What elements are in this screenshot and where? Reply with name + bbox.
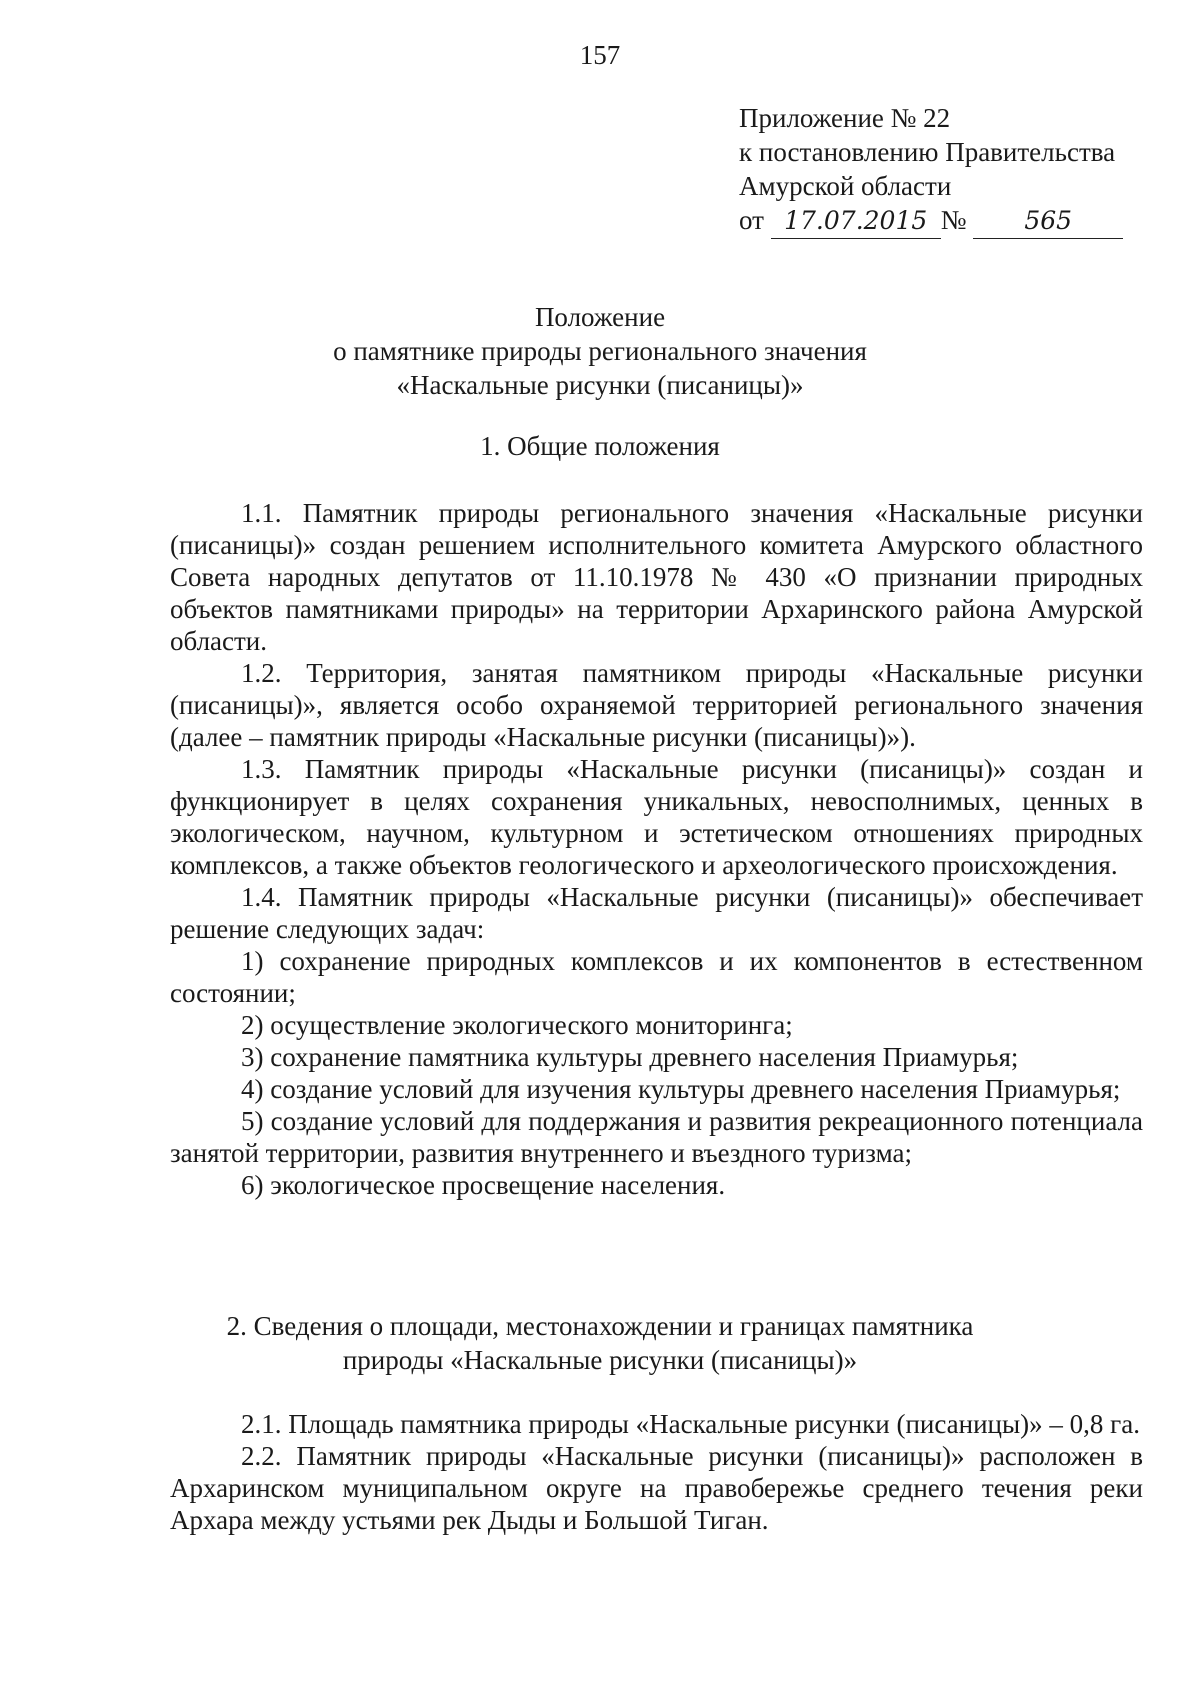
list-item: 3) сохранение памятника культуры древнего населения Приамурья; xyxy=(241,1042,1019,1072)
paragraph: 2.1. Площадь памятника природы «Наскальные рисунки (писаницы)» – 0,8 га. xyxy=(241,1409,1140,1439)
appendix-line: к постановлению Правительства xyxy=(739,137,1116,167)
paragraph: 1.4. Памятник природы «Наскальные рисунки (писаницы)» обеспечивает решение следующих задач: xyxy=(170,882,1143,944)
appendix-block xyxy=(739,101,1123,239)
appendix-line: Приложение № 22 xyxy=(739,103,951,133)
list-item: 6) экологическое просвещение населения. xyxy=(241,1170,726,1200)
list-item: 1) сохранение природных комплексов и их компонентов в естественном состоянии; xyxy=(170,946,1143,1008)
paragraph: 1.1. Памятник природы регионального значения «Наскальные рисунки (писаницы)» создан решением исполнительного комитета Амурского областного Совета народных депутатов от 11.10.1978 № 430 «О признании природных объектов памятниками природы» на территории Архаринского района Амурской области. xyxy=(170,498,1143,656)
handwritten-date: 17.07.2015 xyxy=(771,204,941,239)
paragraph: 1.3. Памятник природы «Наскальные рисунки (писаницы)» создан и функционирует в целях сохранения уникальных, невосполнимых, ценных в экологическом, научном, культурном и эстетическом отношениях природных комплексов, а также объектов геологического и археологического происхождения. xyxy=(170,754,1143,880)
paragraph: 1.2. Территория, занятая памятником природы «Наскальные рисунки (писаницы)», является особо охраняемой территорией регионального значения (далее – памятник природы «Наскальные рисунки (писаницы)»). xyxy=(170,658,1143,752)
list-item: 4) создание условий для изучения культуры древнего населения Приамурья; xyxy=(241,1074,1121,1104)
section-1-heading: 1. Общие положения xyxy=(480,431,720,461)
appendix-date-row xyxy=(739,203,1123,239)
heading-line: 2. Сведения о площади, местонахождении и границах памятника xyxy=(226,1311,974,1341)
title-line: о памятнике природы регионального значения xyxy=(333,336,867,366)
page-number: 157 xyxy=(579,40,621,70)
title-line: «Наскальные рисунки (писаницы)» xyxy=(396,370,804,400)
heading-line: природы «Наскальные рисунки (писаницы)» xyxy=(342,1345,858,1375)
appendix-line: Амурской области xyxy=(739,171,952,201)
list-item: 2) осуществление экологического мониторинга; xyxy=(241,1010,793,1040)
handwritten-number: 565 xyxy=(973,204,1123,239)
number-prefix: № xyxy=(940,205,967,235)
document-title xyxy=(0,300,1200,402)
section-2-heading xyxy=(0,1309,1200,1377)
section-2-body xyxy=(170,1408,1143,1536)
list-item: 5) создание условий для поддержания и развития рекреационного потенциала занятой территории, развития внутреннего и въездного туризма; xyxy=(170,1106,1143,1168)
paragraph: 2.2. Памятник природы «Наскальные рисунки (писаницы)» расположен в Архаринском муниципальном округе на правобережье среднего течения реки Архара между устьями рек Дыды и Большой Тиган. xyxy=(170,1441,1143,1535)
title-line: Положение xyxy=(534,302,666,332)
date-prefix: от xyxy=(739,205,764,235)
section-1-body xyxy=(170,497,1143,1201)
